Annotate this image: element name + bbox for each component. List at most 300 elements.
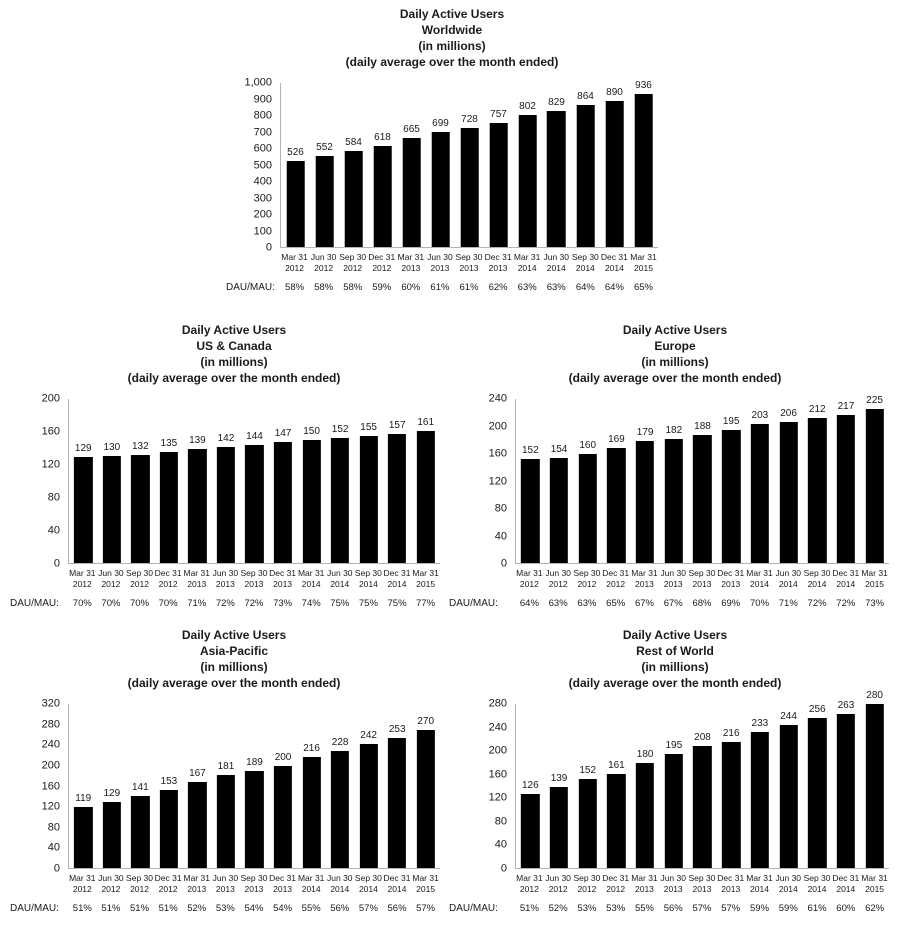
bar-value-label: 244	[780, 711, 797, 723]
x-tick-line: 2012	[158, 884, 178, 894]
x-tick-line: Mar 31	[513, 252, 541, 262]
x-tick-label	[454, 252, 483, 274]
x-axis-labels	[515, 568, 889, 590]
x-tick-line: 2012	[577, 884, 597, 894]
x-tick-label	[484, 252, 513, 274]
dau-mau-value: 77%	[416, 598, 436, 609]
x-axis-spacer	[449, 568, 515, 590]
bar-value-label: 203	[751, 410, 769, 422]
bar	[274, 766, 292, 869]
bar-value-label: 263	[837, 699, 855, 711]
y-tick-label: 120	[488, 475, 507, 487]
dau-mau-value: 51%	[158, 903, 178, 914]
bar-value-label: 161	[417, 416, 435, 428]
x-tick-label	[745, 873, 774, 895]
x-tick-line: 2013	[663, 579, 683, 589]
y-axis	[10, 392, 68, 570]
x-tick-label	[573, 873, 602, 895]
bar-value-label: 256	[808, 704, 826, 716]
x-tick-label	[629, 252, 658, 274]
bar	[103, 456, 121, 563]
y-tick-label: 40	[47, 524, 60, 537]
bar	[693, 746, 711, 868]
bar-value-label: 155	[360, 421, 377, 433]
x-tick-label	[125, 873, 154, 895]
dau-mau-value: 51%	[130, 903, 150, 914]
chart-title	[10, 322, 458, 386]
x-tick-line: Dec 31	[602, 568, 630, 578]
x-tick-line: Mar 31	[631, 873, 658, 883]
dau-mau-value: 73%	[865, 598, 885, 609]
bar-slot	[659, 399, 688, 563]
x-tick-label	[383, 873, 412, 895]
x-tick-label	[268, 568, 297, 590]
plot-area	[280, 79, 658, 248]
x-tick-line: Mar 31	[297, 873, 325, 883]
x-tick-label	[68, 568, 97, 590]
bar	[131, 796, 149, 868]
x-tick-line: Jun 30	[660, 568, 686, 578]
bar-slot	[455, 83, 484, 247]
x-tick-line: 2014	[330, 579, 350, 589]
y-tick-label: 120	[488, 791, 507, 804]
bar	[808, 718, 826, 868]
x-axis-labels	[515, 873, 889, 895]
bar-value-label: 216	[303, 743, 320, 755]
x-tick-line: 2013	[663, 884, 683, 894]
bar	[431, 132, 450, 247]
bar	[547, 111, 566, 247]
dau-mau-row	[10, 903, 458, 914]
dau-mau-value: 57%	[416, 903, 436, 914]
dau-mau-values	[68, 598, 440, 609]
x-tick-line: 2015	[416, 884, 436, 894]
y-tick-label: 200	[253, 208, 272, 221]
x-tick-line: 2014	[358, 579, 378, 589]
x-tick-line: 2014	[330, 884, 350, 894]
y-tick-label: 160	[488, 447, 507, 460]
bar-value-label: 147	[274, 428, 292, 440]
bar-value-label: 182	[665, 424, 683, 436]
bar-value-label: 129	[74, 443, 92, 455]
bar-value-label: 152	[579, 764, 597, 776]
bar	[188, 782, 206, 868]
x-tick-line: 2012	[314, 263, 334, 273]
x-tick-label	[774, 568, 803, 590]
x-tick-label	[571, 252, 600, 274]
x-tick-line: 2015	[634, 263, 653, 273]
bar	[865, 409, 883, 563]
x-tick-line: Dec 31	[832, 873, 860, 883]
x-tick-line: Dec 31	[717, 568, 745, 578]
chart-worldwide	[226, 6, 678, 293]
bar-value-label: 152	[522, 445, 539, 457]
dau-mau-value: 56%	[387, 903, 407, 914]
bar-value-label: 728	[461, 113, 478, 125]
x-tick-line: Jun 30	[545, 568, 571, 578]
x-tick-line: Dec 31	[717, 873, 745, 883]
chart-title-line: (in millions)	[418, 39, 486, 53]
dau-mau-value: 63%	[548, 598, 568, 609]
x-tick-label	[659, 873, 688, 895]
x-axis-spacer	[449, 873, 515, 895]
bar-slot	[155, 399, 184, 563]
bar	[402, 138, 421, 247]
bar-slot	[602, 704, 631, 868]
chart-asia-pacific	[10, 627, 458, 914]
bar	[360, 744, 378, 868]
chart-body	[10, 697, 458, 875]
x-tick-line: 2012	[158, 579, 178, 589]
y-tick-label: 200	[41, 392, 60, 405]
x-tick-line: 2012	[372, 263, 392, 273]
dau-mau-row	[10, 598, 458, 609]
dau-mau-value: 56%	[330, 903, 350, 914]
plot-area	[68, 704, 440, 869]
bar	[417, 730, 435, 868]
bar-value-label: 212	[808, 404, 826, 416]
bar	[779, 725, 797, 868]
x-tick-line: 2014	[575, 263, 595, 273]
dau-mau-value: 63%	[517, 282, 537, 293]
x-tick-line: 2013	[721, 884, 741, 894]
x-tick-line: Sep 30	[455, 252, 483, 262]
bar	[460, 128, 479, 247]
bar	[808, 418, 826, 563]
bar-slot	[629, 79, 658, 247]
bar-value-label: 936	[635, 79, 652, 91]
x-tick-line: Sep 30	[240, 568, 268, 578]
x-tick-line: 2012	[577, 579, 597, 589]
x-tick-line: Dec 31	[832, 568, 860, 578]
plot-area	[515, 690, 889, 869]
y-tick-label: 280	[41, 718, 60, 731]
x-tick-line: 2014	[807, 579, 827, 589]
x-tick-line: 2013	[273, 884, 293, 894]
bar	[576, 105, 595, 247]
x-tick-line: Mar 31	[516, 568, 543, 578]
x-tick-line: 2013	[721, 579, 741, 589]
chart-title-line: (in millions)	[641, 355, 709, 369]
x-tick-line: Sep 30	[339, 252, 367, 262]
bar-value-label: 139	[189, 435, 206, 447]
x-tick-label	[803, 568, 832, 590]
x-axis	[449, 568, 901, 590]
x-tick-label	[297, 873, 326, 895]
bar	[722, 430, 740, 563]
plot-area	[515, 395, 889, 564]
bar-value-label: 802	[519, 101, 536, 113]
dau-mau-value: 60%	[401, 282, 421, 293]
bar-slot	[383, 399, 412, 563]
dau-mau-value: 60%	[836, 903, 856, 914]
bar	[521, 459, 539, 563]
bar-slot	[513, 83, 542, 247]
bar	[331, 751, 349, 868]
y-tick-label: 0	[500, 557, 507, 570]
y-axis	[449, 392, 515, 570]
x-tick-label	[716, 873, 745, 895]
y-tick-label: 200	[488, 420, 507, 432]
chart-title-line: (in millions)	[200, 355, 268, 369]
bar-slot	[368, 83, 397, 247]
x-tick-label	[544, 873, 573, 895]
bar-slot	[383, 704, 412, 868]
bar	[693, 435, 711, 563]
y-tick-label: 160	[41, 780, 60, 792]
chart-title-line: Daily Active Users	[399, 7, 505, 21]
x-tick-line: Jun 30	[327, 873, 353, 883]
x-tick-line: Sep 30	[571, 252, 599, 262]
bar-value-label: 188	[694, 420, 711, 432]
x-tick-line: Dec 31	[368, 252, 396, 262]
bar	[245, 771, 263, 868]
bar	[550, 458, 568, 563]
bar-slot	[212, 704, 241, 868]
x-tick-label	[325, 873, 354, 895]
bar	[417, 431, 435, 563]
x-tick-line: Sep 30	[126, 873, 153, 883]
bar-slot	[310, 83, 339, 247]
dau-mau-value: 62%	[488, 282, 508, 293]
bar-slot	[659, 704, 688, 868]
bar	[521, 794, 539, 868]
chart-title-line: Europe	[654, 339, 696, 353]
bar-slot	[98, 704, 127, 868]
bar-slot	[240, 704, 269, 868]
x-tick-label	[803, 873, 832, 895]
dau-mau-value: 69%	[721, 598, 741, 609]
x-tick-line: Mar 31	[412, 568, 439, 578]
bar-slot	[484, 83, 513, 247]
x-tick-line: Dec 31	[154, 873, 182, 883]
x-tick-line: 2013	[401, 263, 421, 273]
bar-slot	[212, 399, 241, 563]
bar	[665, 754, 683, 868]
bar-slot	[545, 704, 574, 868]
y-tick-label: 100	[253, 225, 272, 237]
chart-title-line: (daily average over the month ended)	[568, 676, 782, 690]
y-tick-label: 200	[41, 759, 60, 772]
bar-value-label: 167	[189, 768, 206, 780]
bar-slot	[240, 399, 269, 563]
x-tick-line: 2012	[130, 579, 149, 589]
dau-mau-value: 61%	[430, 282, 450, 293]
bar-value-label: 195	[665, 739, 683, 751]
bar	[489, 123, 508, 247]
bar-slot	[126, 399, 155, 563]
x-tick-line: 2014	[750, 884, 769, 894]
x-tick-line: Jun 30	[545, 873, 571, 883]
bar-value-label: 217	[837, 400, 855, 412]
dau-mau-value: 71%	[187, 598, 207, 609]
bar-slot	[183, 704, 212, 868]
y-tick-label: 400	[253, 175, 272, 188]
x-tick-line: 2012	[72, 579, 92, 589]
x-tick-line: Jun 30	[212, 873, 239, 883]
x-tick-label	[309, 252, 338, 274]
dau-mau-label: DAU/MAU:	[10, 903, 59, 914]
bar-slot	[411, 704, 440, 868]
dau-mau-value: 72%	[836, 598, 856, 609]
dau-mau-value: 67%	[663, 598, 683, 609]
y-tick-label: 240	[488, 721, 507, 734]
bar	[865, 704, 883, 868]
bar-slot	[339, 83, 368, 247]
x-tick-line: Dec 31	[602, 873, 630, 883]
dau-mau-value: 72%	[807, 598, 827, 609]
x-tick-line: 2014	[836, 884, 856, 894]
y-tick-label: 80	[494, 815, 507, 828]
x-tick-label	[601, 873, 630, 895]
x-tick-line: 2012	[606, 884, 626, 894]
bar	[360, 436, 378, 563]
x-tick-line: 2014	[750, 579, 769, 589]
x-tick-line: 2014	[546, 263, 566, 273]
bar	[160, 790, 178, 868]
x-tick-line: 2012	[548, 579, 568, 589]
bar-value-label: 154	[550, 443, 568, 455]
bar-value-label: 130	[103, 442, 121, 454]
bar-slot	[269, 399, 298, 563]
x-tick-line: 2013	[244, 579, 264, 589]
bar-value-label: 242	[360, 729, 377, 741]
bar-slot	[516, 399, 545, 563]
bar-slot	[126, 704, 155, 868]
x-tick-line: 2014	[301, 579, 321, 589]
x-tick-line: Sep 30	[688, 873, 716, 883]
y-tick-label: 0	[53, 862, 60, 875]
bar-slot	[717, 704, 746, 868]
x-tick-line: 2012	[285, 263, 304, 273]
dau-mau-label: DAU/MAU:	[449, 598, 498, 609]
dau-mau-values	[515, 598, 889, 609]
y-tick-label: 40	[47, 841, 60, 854]
dau-mau-value: 55%	[634, 903, 654, 914]
bar-slot	[354, 704, 383, 868]
bar-slot	[297, 399, 326, 563]
x-tick-line: 2012	[101, 579, 121, 589]
bar	[607, 448, 625, 563]
y-tick-label: 600	[253, 142, 272, 155]
x-tick-label	[411, 568, 440, 590]
bar	[245, 445, 263, 563]
y-tick-label: 160	[41, 425, 60, 438]
x-tick-line: Mar 31	[746, 873, 773, 883]
bar-value-label: 161	[608, 759, 625, 771]
x-tick-line: 2015	[416, 579, 436, 589]
y-tick-label: 1,000	[244, 76, 272, 89]
bar-value-label: 181	[217, 761, 235, 773]
y-tick-label: 120	[41, 458, 60, 471]
x-tick-label	[97, 568, 126, 590]
bar-value-label: 208	[694, 732, 711, 744]
y-tick-label: 240	[41, 738, 60, 751]
bar-slot	[860, 690, 889, 868]
bar-value-label: 864	[577, 91, 594, 103]
dau-mau-value: 65%	[633, 282, 653, 293]
chart-us-canada	[10, 322, 458, 609]
dau-mau-value: 61%	[807, 903, 827, 914]
x-tick-label	[831, 568, 860, 590]
x-tick-label	[630, 873, 659, 895]
bar	[388, 434, 406, 563]
dau-mau-value: 53%	[577, 903, 597, 914]
bar	[74, 457, 92, 563]
bar-slot	[155, 704, 184, 868]
bar-value-label: 890	[606, 87, 623, 99]
x-tick-label	[600, 252, 629, 274]
x-tick-label	[97, 873, 126, 895]
dau-mau-value: 63%	[577, 598, 597, 609]
dau-mau-value: 55%	[301, 903, 321, 914]
bar-slot	[354, 399, 383, 563]
bar-slot	[774, 399, 803, 563]
x-tick-line: Sep 30	[354, 568, 382, 578]
x-tick-label	[860, 568, 889, 590]
bar-value-label: 180	[636, 748, 654, 760]
bar-value-label: 160	[579, 439, 597, 451]
dau-mau-value: 70%	[72, 598, 92, 609]
chart-title-line: US & Canada	[196, 339, 272, 353]
x-axis-labels	[68, 568, 440, 590]
x-tick-line: Sep 30	[354, 873, 382, 883]
x-tick-label	[411, 873, 440, 895]
y-tick-label: 0	[500, 862, 507, 875]
x-tick-line: 2014	[778, 884, 798, 894]
bar-value-label: 216	[722, 727, 740, 739]
y-axis	[449, 697, 515, 875]
chart-title	[10, 627, 458, 691]
bar-value-label: 829	[548, 97, 565, 109]
x-tick-line: Sep 30	[803, 568, 831, 578]
bar-value-label: 526	[287, 146, 304, 158]
dau-mau-value: 54%	[244, 903, 264, 914]
bar	[131, 455, 149, 563]
x-tick-line: 2012	[343, 263, 363, 273]
chart-title	[449, 322, 901, 386]
x-tick-line: Mar 31	[630, 252, 657, 262]
bar-slot	[774, 704, 803, 868]
bar	[160, 452, 178, 563]
x-tick-line: 2012	[606, 579, 626, 589]
x-tick-line: Mar 31	[397, 252, 425, 262]
x-tick-line: Dec 31	[269, 568, 297, 578]
x-tick-line: 2013	[215, 579, 235, 589]
x-tick-line: Dec 31	[154, 568, 182, 578]
bar-slot	[832, 399, 861, 563]
x-tick-label	[240, 568, 269, 590]
x-tick-label	[573, 568, 602, 590]
bar-slot	[688, 704, 717, 868]
bar	[722, 742, 740, 869]
x-tick-line: Mar 31	[412, 873, 439, 883]
bar-value-label: 280	[866, 690, 883, 701]
bar	[636, 763, 654, 868]
bar	[751, 424, 769, 563]
bar-slot	[516, 704, 545, 868]
bar-value-label: 665	[403, 123, 420, 135]
dau-mau-values	[280, 282, 658, 293]
x-tick-line: Mar 31	[183, 568, 210, 578]
x-tick-label	[325, 568, 354, 590]
chart-title-line: Daily Active Users	[181, 628, 287, 642]
x-tick-line: 2014	[517, 263, 537, 273]
bar-slot	[98, 399, 127, 563]
bar	[274, 442, 292, 563]
x-tick-label	[297, 568, 326, 590]
x-tick-line: 2013	[488, 263, 508, 273]
